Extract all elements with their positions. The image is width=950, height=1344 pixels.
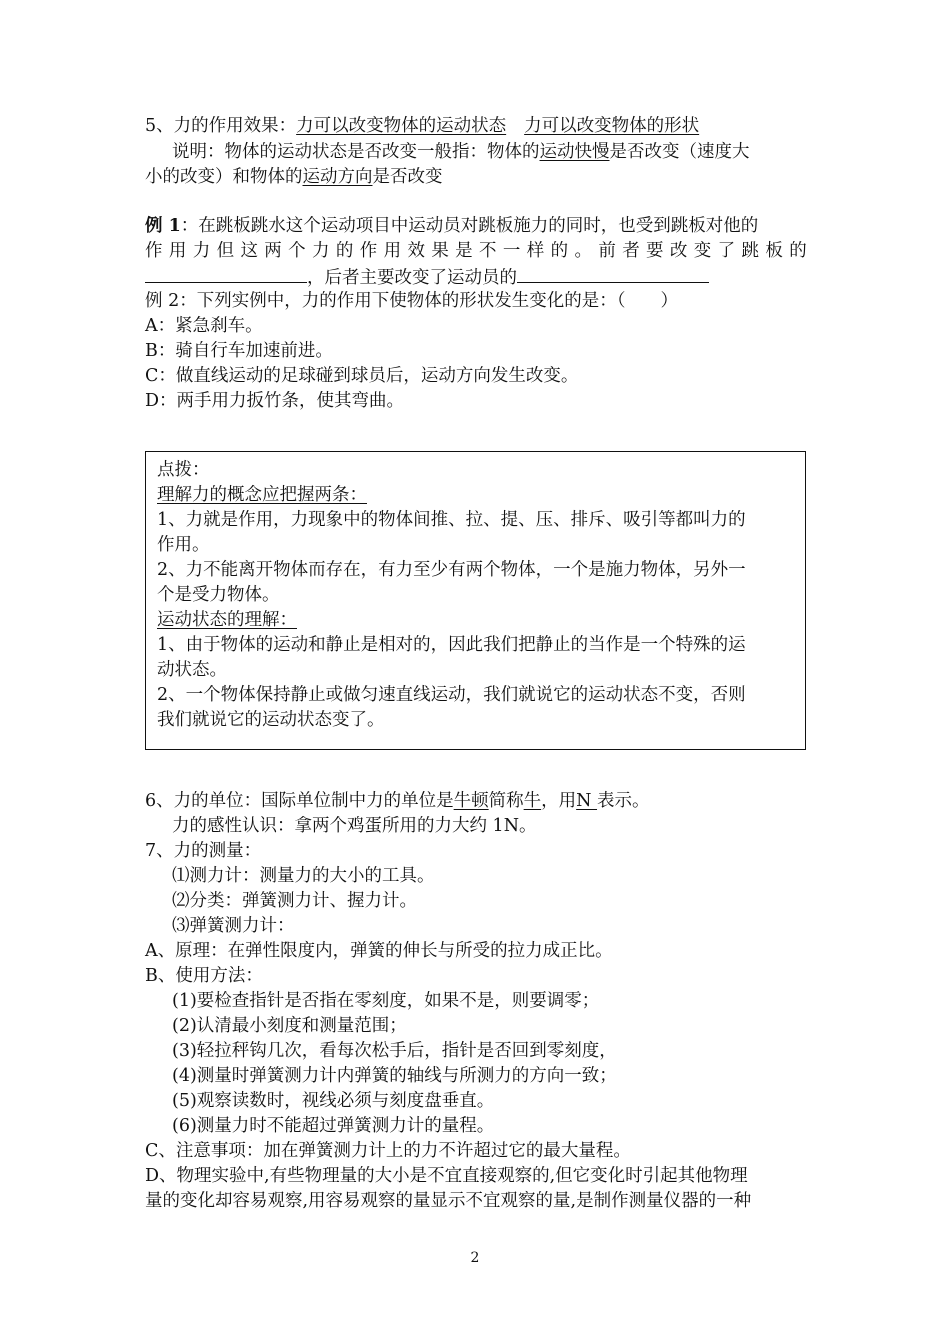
s5-note-line1 — [172, 140, 750, 164]
ex1-char: 跳 — [741, 241, 759, 261]
unit-short: 牛 — [523, 791, 542, 811]
ex1-char: 。 — [574, 241, 592, 261]
ex2-question — [145, 289, 678, 313]
s7-item: ⑵分类：弹簧测力计、握力计。 — [172, 891, 417, 911]
s7-step: (1)要检查指针是否指在零刻度，如果不是，则要调零； — [172, 991, 600, 1011]
s7-step: (2)认清最小刻度和测量范围； — [172, 1016, 407, 1036]
ex1-char: 效 — [407, 241, 425, 261]
note-text: 是否改变（速度大 — [609, 142, 750, 162]
hint-heading-force: 理解力的概念应把握两条： — [157, 485, 367, 505]
ex1-char: 用 — [168, 241, 187, 261]
unit-newton: 牛顿 — [453, 791, 489, 811]
effect-shape: 力可以改变物体的形状 — [524, 116, 700, 136]
s6-text: ，用 — [541, 791, 577, 811]
note-speed: 运动快慢 — [539, 142, 610, 162]
s5-title: 5、力的作用效果： — [145, 116, 297, 136]
note-direction: 运动方向 — [302, 167, 373, 187]
s7-d-line2: 量的变化却容易观察,用容易观察的量显示不宜观察的量,是制作测量仪器的一种 — [145, 1191, 752, 1211]
ex1-char: 不 — [479, 241, 497, 261]
s6-sense: 力的感性认识：拿两个鸡蛋所用的力大约 1N。 — [172, 816, 537, 836]
hint-title: 点拨： — [157, 460, 210, 480]
note-text: 说明：物体的运动状态是否改变一般指：物体的 — [172, 142, 540, 162]
hint-text: 动状态。 — [157, 660, 227, 680]
ex1-line3 — [145, 264, 709, 290]
ex1-char: 了 — [717, 241, 736, 261]
ex1-char: 样 — [526, 241, 545, 261]
hint-text: 2、力不能离开物体而存在，有力至少有两个物体，一个是施力物体，另外一 — [157, 560, 746, 580]
s6-line — [145, 789, 650, 813]
ex1-char: 的 — [550, 241, 569, 261]
ex2-option: D：两手用力扳竹条，使其弯曲。 — [145, 391, 405, 411]
ex1-char: 者 — [622, 241, 640, 261]
ex1-char: 力 — [192, 241, 211, 261]
s7-step: (3)轻拉秤钩几次，看每次松手后，指针是否回到零刻度， — [172, 1041, 617, 1061]
ex1-char: 改 — [669, 241, 688, 261]
ex1-char: 前 — [598, 241, 616, 261]
s5-note-line2 — [145, 165, 443, 189]
ex2-option: B：骑自行车加速前进。 — [145, 341, 333, 361]
ex2-option: A：紧急刹车。 — [145, 316, 263, 336]
ex1-char: 但 — [216, 241, 235, 261]
hint-text: 1、力就是作用，力现象中的物体间推、拉、提、压、排斥、吸引等都叫力的 — [157, 510, 746, 530]
hint-text: 个是受力物体。 — [157, 585, 280, 605]
ex1-char: 这 — [240, 241, 258, 261]
ex1-char: 作 — [145, 241, 163, 261]
note-text: 小的改变）和物体的 — [145, 167, 303, 187]
ex1-char: 力 — [312, 241, 330, 261]
note-text: 是否改变 — [372, 167, 443, 187]
s6-text: 简称 — [488, 791, 524, 811]
ex1-char: 用 — [383, 241, 402, 261]
s7-principle: A、原理：在弹性限度内，弹簧的伸长与所受的拉力成正比。 — [145, 941, 613, 961]
s7-title: 7、力的测量： — [145, 841, 262, 861]
ex1-char: 作 — [359, 241, 378, 261]
s7-caution: C、注意事项：加在弹簧测力计上的力不许超过它的最大量程。 — [145, 1141, 631, 1161]
answer-blank-1[interactable] — [145, 264, 307, 283]
ex1-char: 的 — [335, 241, 354, 261]
ex1-char: 变 — [693, 241, 712, 261]
answer-blank-2[interactable] — [517, 264, 709, 283]
ex1-char: 一 — [502, 241, 521, 261]
ex1-char: 是 — [455, 241, 473, 261]
s7-usage: B、使用方法： — [145, 966, 263, 986]
ex1-line2 — [145, 239, 807, 263]
ex1-text: ，后者主要改变了运动员的 — [307, 268, 517, 288]
ex1-char: 个 — [288, 241, 306, 261]
s7-step: (5)观察读数时，视线必须与刻度盘垂直。 — [172, 1091, 495, 1111]
s6-text: 6、力的单位：国际单位制中力的单位是 — [145, 791, 454, 811]
ex2-option: C：做直线运动的足球碰到球员后，运动方向发生改变。 — [145, 366, 579, 386]
ex1-char: 要 — [646, 241, 664, 261]
hint-text: 2、一个物体保持静止或做匀速直线运动，我们就说它的运动状态不变，否则 — [157, 685, 746, 705]
unit-symbol: N — [576, 791, 598, 811]
s7-step: (4)测量时弹簧测力计内弹簧的轴线与所测力的方向一致； — [172, 1066, 617, 1086]
ex1-char: 板 — [765, 241, 783, 261]
ex2-label: 例 2 — [145, 291, 180, 311]
ex1-char: 两 — [264, 241, 282, 261]
ex2-text: ：下列实例中，力的作用下使物体的形状发生变化的是：（ ） — [179, 291, 678, 311]
effect-motion: 力可以改变物体的运动状态 — [296, 116, 507, 136]
s6-text: 表示。 — [597, 791, 650, 811]
page-number: 2 — [470, 1250, 480, 1266]
s5-line — [145, 114, 699, 138]
ex1-label: 例 1 — [145, 216, 181, 236]
ex1-text: ：在跳板跳水这个运动项目中运动员对跳板施力的同时，也受到跳板对他的 — [180, 216, 759, 236]
hint-text: 1、由于物体的运动和静止是相对的，因此我们把静止的当作是一个特殊的运 — [157, 635, 746, 655]
s7-item: ⑴测力计：测量力的大小的工具。 — [172, 866, 435, 886]
hint-text: 我们就说它的运动状态变了。 — [157, 710, 385, 730]
hint-heading-motion: 运动状态的理解： — [157, 610, 297, 630]
s7-item: ⑶弹簧测力计： — [172, 916, 295, 936]
ex1-char: 的 — [789, 241, 807, 261]
s7-d-line1: D、物理实验中,有些物理量的大小是不宜直接观察的,但它变化时引起其他物理 — [145, 1166, 748, 1186]
ex1-char: 果 — [431, 241, 449, 261]
s7-step: (6)测量力时不能超过弹簧测力计的量程。 — [172, 1116, 495, 1136]
hint-text: 作用。 — [157, 535, 210, 555]
ex1-line1 — [145, 214, 758, 238]
